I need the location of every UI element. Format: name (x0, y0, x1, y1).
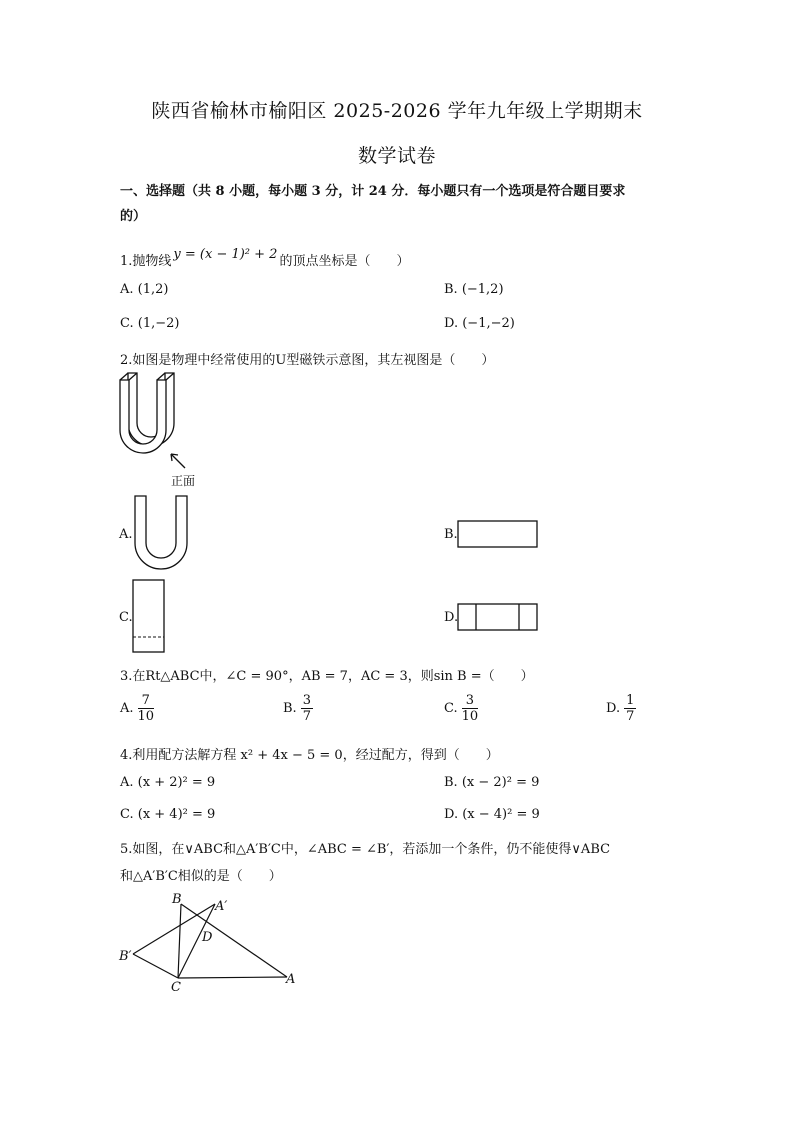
point-b-label: B (172, 892, 182, 907)
denominator: 7 (626, 709, 635, 724)
q1-option-a[interactable]: A. (1,2) (120, 282, 169, 297)
q5-stem-line2: 和△A′B′C相似的是（ ） (120, 869, 282, 884)
q2-option-c-label[interactable]: C. (119, 610, 133, 625)
q3-option-a-label: A. (120, 701, 134, 716)
q3-option-a-fraction (138, 693, 155, 724)
denominator: 10 (137, 709, 155, 724)
numerator: 1 (626, 693, 635, 708)
q2-stem: 2.如图是物理中经常使用的U型磁铁示意图，其左视图是（ ） (120, 353, 495, 368)
q1-option-c[interactable]: C. (1,−2) (120, 316, 180, 331)
u-magnet-figure (115, 368, 205, 483)
q3-stem: 3.在Rt△ABC中，∠C = 90°，AB = 7，AC = 3，则sin B =（ ） (120, 669, 534, 684)
q5-triangle-figure (115, 888, 315, 998)
q4-stem: 4.利用配方法解方程 x² + 4x − 5 = 0，经过配方，得到（ ） (120, 748, 499, 763)
q1-stem (120, 247, 410, 269)
q3-option-d[interactable] (606, 693, 636, 724)
q2-option-b-figure (457, 520, 539, 549)
q3-option-c[interactable] (444, 693, 478, 724)
q3-option-a[interactable] (120, 693, 154, 724)
point-a-label: A (286, 972, 296, 987)
numerator: 7 (138, 693, 155, 709)
exam-title-line2: 数学试卷 (357, 145, 436, 167)
q1-option-d[interactable]: D. (−1,−2) (444, 316, 515, 331)
q2-option-d-label[interactable]: D. (444, 610, 459, 625)
q3-option-b[interactable] (283, 693, 313, 724)
q3-option-b-fraction (301, 693, 313, 724)
front-view-label: 正面 (171, 474, 196, 488)
q1-formula: y = (x − 1)² + 2 (173, 247, 278, 262)
q5-stem-line1: 5.如图，在∨ABC和△A′B′C中，∠ABC = ∠B′，若添加一个条件，仍不能使得∨ABC (120, 842, 611, 857)
point-d-label: D (202, 930, 213, 945)
q1-option-b[interactable]: B. (−1,2) (444, 282, 504, 297)
section-header: 一、选择题（共 8 小题，每小题 3 分，计 24 分．每小题只有一个选项是符合题目要求 (120, 184, 626, 199)
q4-option-a[interactable]: A. (x + 2)² = 9 (120, 775, 216, 790)
exam-title-line1: 陕西省榆林市榆阳区 2025-2026 学年九年级上学期期末 (151, 100, 643, 122)
q3-option-d-fraction (624, 693, 636, 724)
q2-option-c-figure (132, 579, 167, 654)
q3-option-c-fraction (462, 693, 479, 724)
q3-option-d-label: D. (606, 701, 621, 716)
q3-option-c-label: C. (444, 701, 458, 716)
numerator: 3 (462, 693, 479, 709)
q2-option-d-figure (457, 603, 539, 632)
q2-option-b-label[interactable]: B. (444, 527, 458, 542)
q4-option-d[interactable]: D. (x − 4)² = 9 (444, 807, 540, 822)
point-c-label: C (171, 980, 181, 995)
q2-option-a-label[interactable]: A. (119, 527, 133, 542)
q1-prefix: 1.抛物线 (120, 254, 172, 269)
q3-option-b-label: B. (283, 701, 297, 716)
point-b-prime-label: B′ (119, 949, 132, 964)
numerator: 3 (302, 693, 311, 708)
q2-option-a-figure (133, 496, 189, 572)
q4-option-b[interactable]: B. (x − 2)² = 9 (444, 775, 540, 790)
q1-suffix: 的顶点坐标是（ ） (279, 254, 410, 269)
denominator: 7 (302, 709, 311, 724)
q4-option-c[interactable]: C. (x + 4)² = 9 (120, 807, 216, 822)
point-a-prime-label: A′ (215, 899, 228, 914)
denominator: 10 (461, 709, 479, 724)
section-header-cont: 的） (120, 209, 147, 224)
